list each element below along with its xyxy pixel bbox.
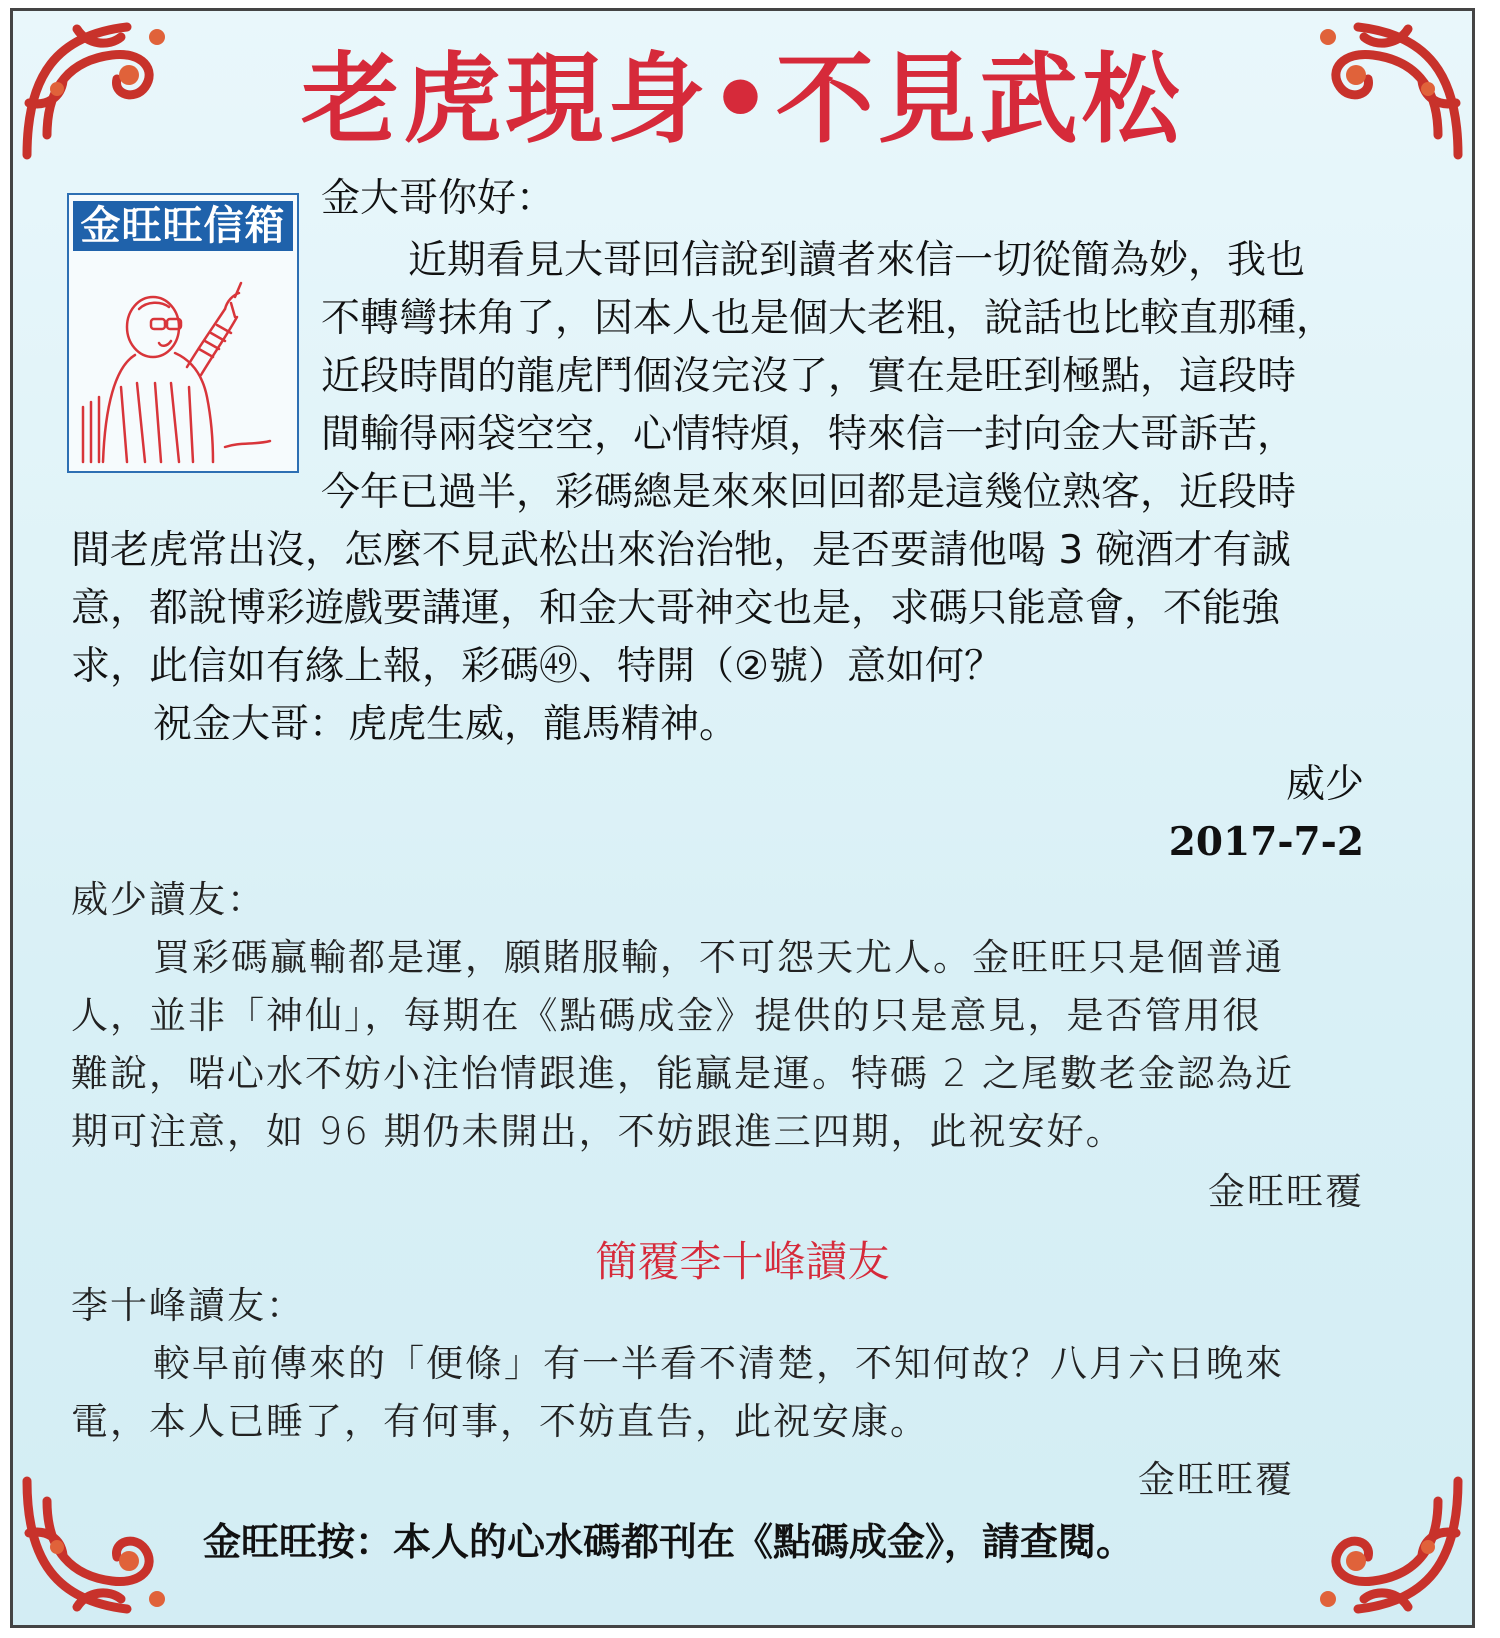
reply-salutation: 李十峰讀友： [71,1284,305,1327]
reply-line: 電，本人已睡了，有何事，不妨直告，此祝安康。 [71,1400,929,1443]
reply-signature: 金旺旺覆 [1138,1458,1294,1501]
corner-ornament-bottom-left [17,1471,187,1621]
letter-line: 今年已過半，彩碼總是來來回回都是這幾位熟客，近段時 [321,470,1297,515]
reply-salutation: 威少讀友： [71,878,266,921]
reply-line: 人，並非「神仙」，每期在《點碼成金》提供的只是意見，是否管用很 [71,994,1262,1037]
footer-note: 金旺旺按：本人的心水碼都刊在《點碼成金》，請查閱。 [203,1520,1135,1564]
column-frame [10,8,1475,1628]
letter-line: 近期看見大哥回信說到讀者來信一切從簡為妙，我也 [408,238,1306,283]
reply-signature: 金旺旺覆 [1208,1170,1364,1213]
subheading: 簡覆李十峰讀友 [595,1237,890,1286]
column-logo-box [67,193,299,473]
corner-ornament-bottom-right [1298,1471,1468,1621]
column-logo-label: 金旺旺信箱 [73,201,293,251]
letter-salutation: 金大哥你好： [321,176,556,221]
letter-line: 不轉彎抹角了，因本人也是個大老粗，說話也比較直那種， [321,296,1336,341]
letter-closing: 祝金大哥：虎虎生威，龍馬精神。 [153,702,739,747]
headline: 老虎現身•不見武松 [301,43,1184,157]
letter-signature: 威少 [1285,762,1364,807]
reply-line: 期可注意，如 96 期仍未開出，不妨跟進三四期，此祝安好。 [71,1110,1125,1153]
letter-line: 間輸得兩袋空空，心情特煩，特來信一封向金大哥訴苦， [321,412,1297,457]
pointing-man-illustration [75,257,291,467]
letter-date: 2017-7-2 [1168,819,1364,865]
reply-line: 難說，啱心水不妨小注怡情跟進，能贏是運。特碼 2 之尾數老金認為近 [71,1052,1295,1095]
letter-line: 求，此信如有緣上報，彩碼㊾、特開（②號）意如何？ [71,644,1003,689]
letter-line: 間老虎常出沒，怎麼不見武松出來治治牠，是否要請他喝 3 碗酒才有誠 [71,528,1291,573]
reply-line: 買彩碼贏輸都是運，願賭服輸，不可怨天尤人。金旺旺只是個普通 [153,936,1284,979]
letter-line: 近段時間的龍虎鬥個沒完沒了，實在是旺到極點，這段時 [321,354,1297,399]
reply-line: 較早前傳來的「便條」有一半看不清楚，不知何故？八月六日晚來 [153,1342,1284,1385]
letter-line: 意，都說博彩遊戲要講運，和金大哥神交也是，求碼只能意會，不能強 [71,586,1281,631]
